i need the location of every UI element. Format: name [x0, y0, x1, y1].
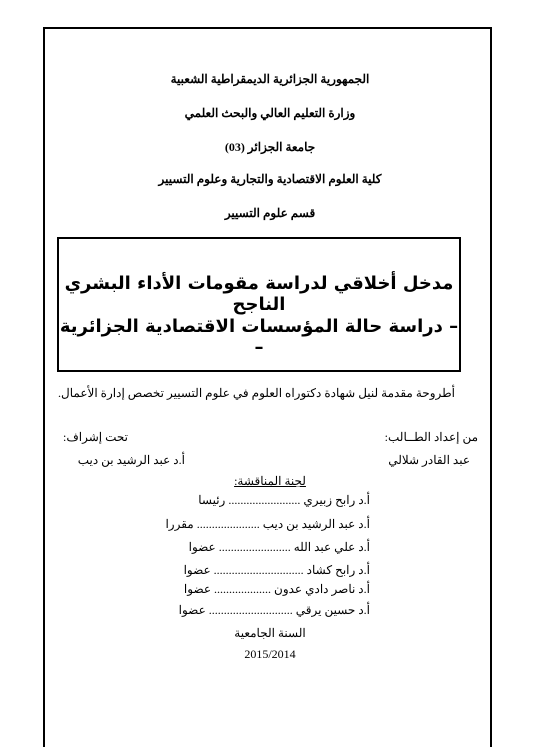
committee-member: أ.د حسين يرقي ............................ عضوا — [178, 603, 370, 617]
supervisor-label: تحت إشراف: — [63, 430, 128, 444]
thesis-subtitle: – دراسة حالة المؤسسات الاقتصادية الجزائرية – — [59, 316, 459, 358]
committee-member: أ.د علي عبد الله ........................ عضوا — [188, 540, 370, 554]
committee-member: أ.د رابح كشاد .............................. عضوا — [183, 563, 370, 577]
title-box — [57, 237, 461, 372]
thesis-note: أطروحة مقدمة لنيل شهادة دكتوراه العلوم في علوم التسيير تخصص إدارة الأعمال. — [58, 386, 455, 400]
header-university: جامعة الجزائر (03) — [224, 140, 316, 154]
header-faculty: كلية العلوم الاقتصادية والتجارية وعلوم التسيير — [158, 172, 382, 186]
committee-member: أ.د ناصر دادي عدون ................... عضوا — [183, 582, 370, 596]
student-name: عبد القادر شلالي — [388, 453, 470, 467]
header-republic: الجمهورية الجزائرية الديمقراطية الشعبية — [170, 72, 370, 86]
thesis-title: مدخل أخلاقي لدراسة مقومات الأداء البشري الناجح — [64, 273, 454, 315]
supervisor-name: أ.د عبد الرشيد بن ديب — [77, 453, 185, 467]
committee-member: أ.د رابح زبيري ........................ رئيسا — [198, 493, 370, 507]
academic-year-label: السنة الجامعية — [234, 626, 306, 640]
academic-year-value: 2015/2014 — [244, 647, 296, 661]
header-department: قسم علوم التسيير — [224, 206, 316, 220]
committee-member: أ.د عبد الرشيد بن ديب ..................... مقررا — [165, 517, 370, 531]
student-label: من إعداد الطــالب: — [384, 430, 478, 444]
committee-heading: لجنة المناقشة: — [234, 474, 306, 488]
header-ministry: وزارة التعليم العالي والبحث العلمي — [184, 106, 356, 120]
